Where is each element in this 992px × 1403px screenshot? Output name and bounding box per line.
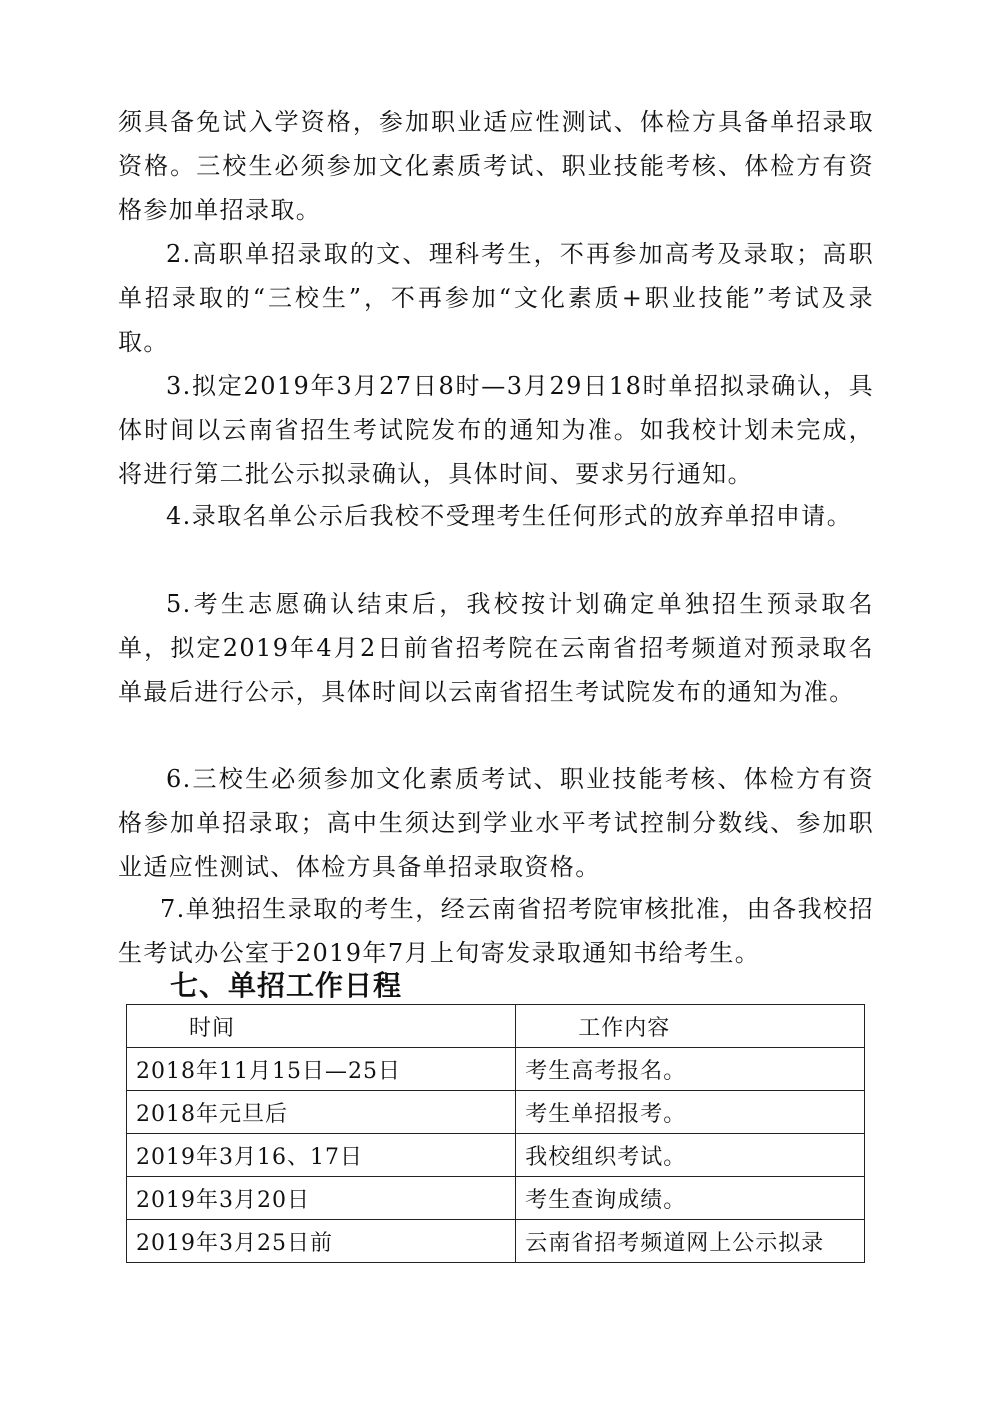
cell-time: 2019年3月25日前 bbox=[127, 1220, 516, 1263]
cell-content: 云南省招考频道网上公示拟录 bbox=[516, 1220, 865, 1263]
table-row bbox=[127, 1134, 865, 1177]
cell-time: 2019年3月16、17日 bbox=[127, 1134, 516, 1177]
table-row bbox=[127, 1048, 865, 1091]
cell-content: 考生查询成绩。 bbox=[516, 1177, 865, 1220]
header-time: 时间 bbox=[127, 1005, 516, 1048]
cell-content: 考生高考报名。 bbox=[516, 1048, 865, 1091]
table-row bbox=[127, 1177, 865, 1220]
cell-time: 2018年11月15日—25日 bbox=[127, 1048, 516, 1091]
paragraph-item-7: 7.单独招生录取的考生，经云南省招考院审核批准，由各我校招生考试办公室于2019年7月上旬寄发录取通知书给考生。 bbox=[118, 895, 874, 967]
cell-time: 2019年3月20日 bbox=[127, 1177, 516, 1220]
paragraph-continuation: 须具备免试入学资格，参加职业适应性测试、体检方具备单招录取资格。三校生必须参加文化素质考试、职业技能考核、体检方有资格参加单招录取。 bbox=[118, 108, 874, 224]
section-heading: 七、单招工作日程 bbox=[170, 969, 403, 1002]
cell-time: 2018年元旦后 bbox=[127, 1091, 516, 1134]
paragraph-item-4: 4.录取名单公示后我校不受理考生任何形式的放弃单招申请。 bbox=[166, 502, 853, 530]
paragraph-item-6: 6.三校生必须参加文化素质考试、职业技能考核、体检方有资格参加单招录取；高中生须达到学业水平考试控制分数线、参加职业适应性测试、体检方具备单招录取资格。 bbox=[118, 765, 874, 881]
header-content: 工作内容 bbox=[516, 1005, 865, 1048]
paragraph-item-2: 2.高职单招录取的文、理科考生，不再参加高考及录取；高职单招录取的“三校生”，不再参加“文化素质+职业技能”考试及录取。 bbox=[118, 240, 874, 356]
table-header-row bbox=[127, 1005, 865, 1048]
table-row bbox=[127, 1220, 865, 1263]
cell-content: 我校组织考试。 bbox=[516, 1134, 865, 1177]
paragraph-item-3: 3.拟定2019年3月27日8时—3月29日18时单招拟录确认，具体时间以云南省招生考试院发布的通知为准。如我校计划未完成，将进行第二批公示拟录确认，具体时间、要求另行通知。 bbox=[118, 372, 874, 488]
schedule-table bbox=[126, 1004, 865, 1263]
cell-content: 考生单招报考。 bbox=[516, 1091, 865, 1134]
paragraph-item-5: 5.考生志愿确认结束后，我校按计划确定单独招生预录取名单，拟定2019年4月2日前省招考院在云南省招考频道对预录取名单最后进行公示，具体时间以云南省招生考试院发布的通知为准。 bbox=[118, 590, 874, 706]
table-row bbox=[127, 1091, 865, 1134]
